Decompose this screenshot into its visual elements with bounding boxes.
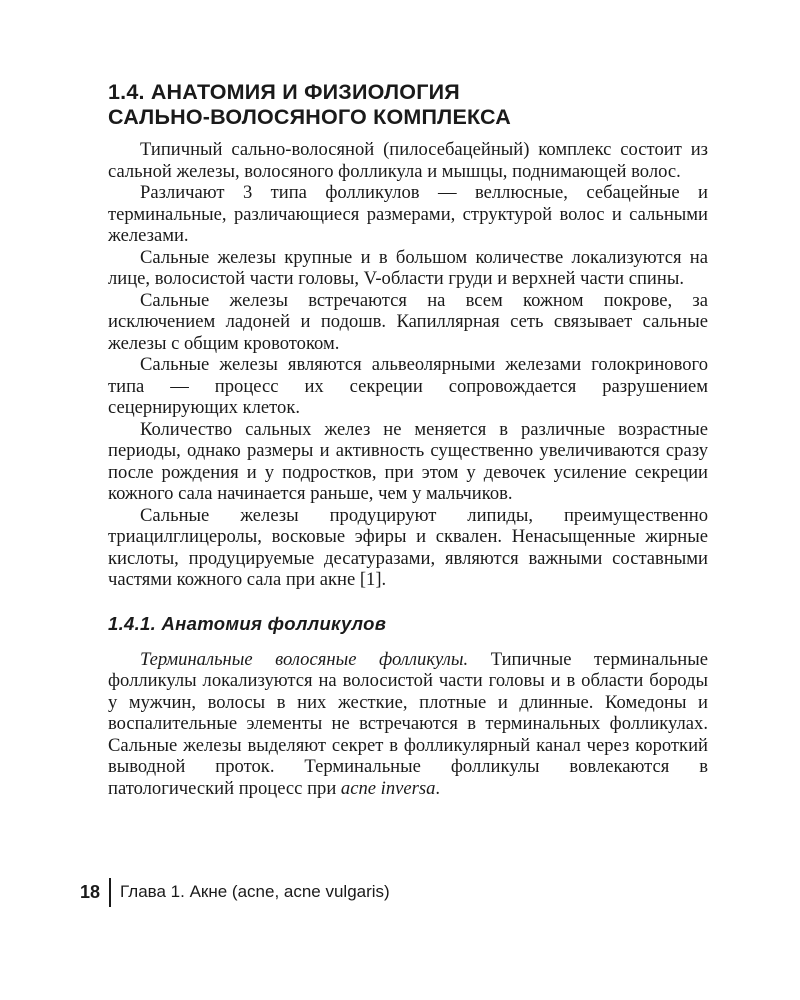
paragraph-1: Типичный сально-волосяной (пилосебацейный) комплекс состоит из сальной железы, волосяного фолликула и мышцы, поднимающей волос. [108, 139, 708, 182]
paragraph-tail: . [435, 777, 441, 799]
paragraph-4: Сальные железы встречаются на всем кожном покрове, за исключением ладоней и подошв. Капиллярная сеть связывает сальные железы с общим кровотоком. [108, 289, 708, 354]
paragraph-2: Различают 3 типа фолликулов — веллюсные, себацейные и терминальные, различающиеся размерами, структурой волос и сальными железами. [108, 182, 708, 246]
page-footer [80, 877, 390, 907]
running-head: Глава 1. Акне (acne, acne vulgaris) [120, 882, 390, 901]
paragraph-lead-italic: Терминальные волосяные фолликулы. [140, 648, 469, 670]
paragraph-terminal-follicles [108, 649, 708, 800]
section-heading-line-2: САЛЬНО-ВОЛОСЯНОГО КОМПЛЕКСА [108, 105, 511, 129]
paragraph-6: Количество сальных желез не меняется в различные возрастные периоды, однако размеры и активность существенно увеличиваются сразу после рождения и у подростков, при этом у девочек усиление секреции кожного сала начинается раньше, чем у мальчиков. [108, 418, 708, 504]
section-heading-line-1: 1.4. АНАТОМИЯ И ФИЗИОЛОГИЯ [108, 80, 460, 104]
paragraph-3: Сальные железы крупные и в большом количестве локализуются на лице, волосистой части головы, V-области груди и верхней части спины. [108, 246, 708, 289]
subsection-heading: 1.4.1. Анатомия фолликулов [108, 612, 387, 634]
paragraph-7: Сальные железы продуцируют липиды, преимущественно триацилглицеролы, восковые эфиры и сквален. Ненасыщенные жирные кислоты, продуцируемые десатуразами, являются важными составными частями кожного сала при акне [1]. [108, 504, 708, 590]
page-content [108, 80, 708, 799]
term-acne-inversa: acne inversa [340, 777, 436, 799]
paragraph-body: Типичные терминальные фолликулы локализуются на волосистой части головы и в области бороды у мужчин, волосы в них жесткие, плотные и длинные. Комедоны и воспалительные элементы не встречаются в терминальных фолликулах. Сальные железы выделяют секрет в фолликулярный канал через короткий выводной проток. Терминальные фолликулы вовлекаются в патологический процесс при [108, 648, 708, 799]
page-number: 18 [80, 881, 101, 902]
paragraph-5: Сальные железы являются альвеолярными железами голокринового типа — процесс их секреции сопровождается разрушением сецернирующих клеток. [108, 354, 708, 418]
section-heading [108, 80, 708, 130]
